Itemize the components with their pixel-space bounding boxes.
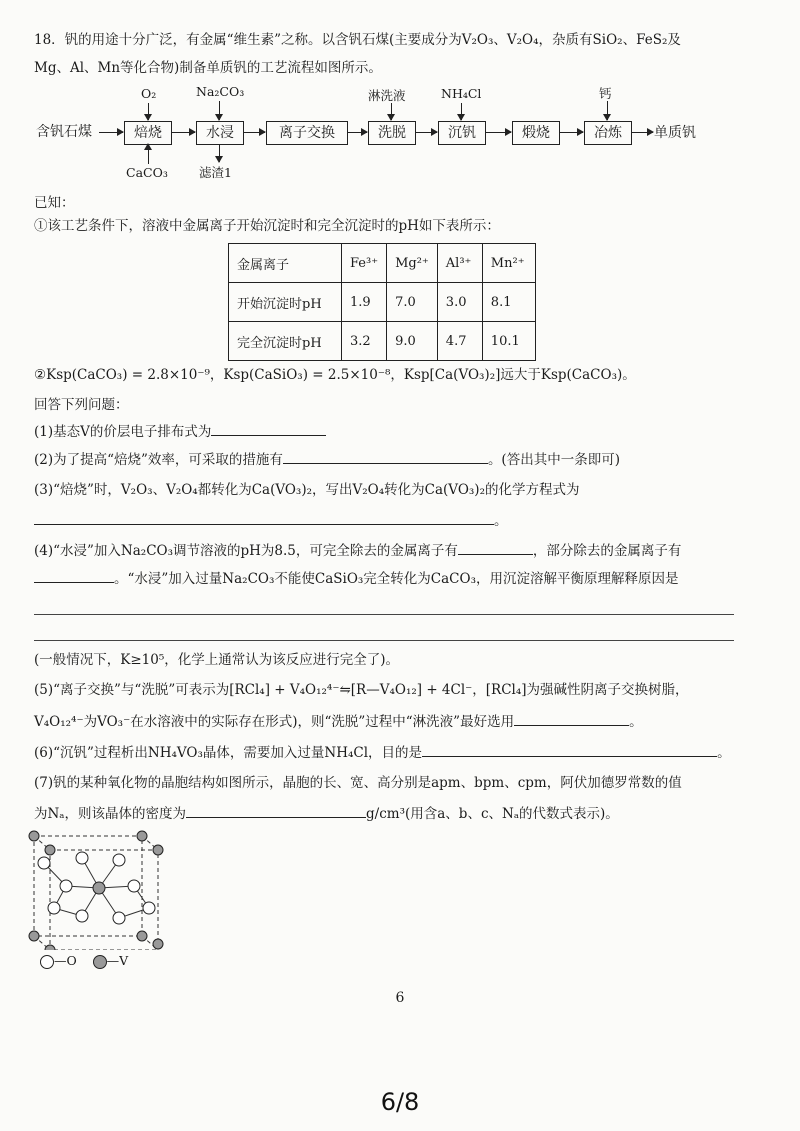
- o-atom: [38, 857, 50, 869]
- v-atom: [45, 845, 55, 855]
- caco3-label: CaCO₃: [126, 165, 168, 180]
- period: 。: [494, 513, 508, 529]
- o-atom: [128, 880, 140, 892]
- arrow: [219, 101, 220, 120]
- table-header-cell: 金属离子: [229, 244, 342, 283]
- table-header-cell: Al³⁺: [437, 244, 482, 283]
- question-4-text-b: ，部分除去的金属离子有: [532, 543, 682, 559]
- table-row: [229, 322, 536, 361]
- vanadium-dot-icon: [93, 955, 107, 969]
- answer-blank-7[interactable]: [186, 803, 366, 818]
- residue-label: 滤渣1: [199, 165, 232, 180]
- question-3-answer: [34, 510, 508, 531]
- table-cell: 3.2: [342, 322, 387, 361]
- question-4: [34, 540, 681, 561]
- arrow: [243, 132, 265, 133]
- question-5-text: V₄O₁₂⁴⁻为VO₃⁻在水溶液中的实际存在形式)，则“洗脱”过程中“淋洗液”最好选用: [34, 714, 515, 730]
- v-atom: [153, 845, 163, 855]
- answer-blank-2[interactable]: [283, 449, 488, 464]
- nh4cl-label: NH₄Cl: [441, 86, 482, 101]
- step-smelt: 冶炼: [584, 121, 632, 145]
- step-calcine: 煅烧: [512, 121, 560, 145]
- question-2-text: (2)为了提高“焙烧”效率，可采取的措施有: [34, 452, 283, 468]
- arrow: [148, 144, 149, 164]
- table-header-cell: Fe³⁺: [342, 244, 387, 283]
- question-1-text: (1)基态V的价层电子排布式为: [34, 424, 212, 440]
- answer-blank-1[interactable]: [211, 421, 326, 436]
- legend-o-label: —O: [54, 953, 77, 968]
- table-cell: 8.1: [482, 283, 535, 322]
- question-4-text: (4)“水浸”加入Na₂CO₃调节溶液的pH为8.5，可完全除去的金属离子有: [34, 543, 458, 559]
- eluent-label: 淋洗液: [368, 88, 406, 103]
- period: 。: [629, 714, 643, 730]
- question-7-unit: g/cm³(用含a、b、c、Nₐ的代数式表示)。: [366, 806, 619, 822]
- arrow: [219, 144, 220, 162]
- o-atom: [143, 902, 155, 914]
- period: 。: [717, 745, 731, 761]
- ph-table: [228, 243, 536, 361]
- arrow: [631, 132, 653, 133]
- table-header-cell: Mn²⁺: [482, 244, 535, 283]
- v-atom: [153, 939, 163, 949]
- legend-v-label: —V: [106, 953, 129, 968]
- oxygen-dot-icon: [40, 955, 54, 969]
- arrow: [415, 132, 437, 133]
- question-1: [34, 421, 326, 442]
- question-6-text: (6)“沉钒”过程析出NH₄VO₃晶体，需要加入过量NH₄Cl，目的是: [34, 745, 423, 761]
- known-2: ②Ksp(CaCO₃) = 2.8×10⁻⁹，Ksp(CaSiO₃) = 2.5×10⁻⁸，Ksp[Ca(VO₃)₂]远大于Ksp(CaCO₃)。: [34, 367, 636, 383]
- question-18-intro-cont: Mg、Al、Mn等化合物)制备单质钒的工艺流程如图所示。: [34, 60, 382, 76]
- arrow: [148, 103, 149, 120]
- question-5-cont: [34, 711, 643, 732]
- known-title: 已知：: [34, 195, 75, 211]
- answer-title: 回答下列问题：: [34, 397, 129, 413]
- table-cell: 1.9: [342, 283, 387, 322]
- table-header-cell: Mg²⁺: [387, 244, 438, 283]
- answer-line[interactable]: [34, 640, 734, 641]
- answer-blank-4b[interactable]: [34, 568, 114, 583]
- question-2-note: 。(答出其中一条即可): [487, 452, 620, 468]
- feed-label: 含钒石煤: [36, 124, 92, 140]
- calcium-label: 钙: [599, 86, 612, 101]
- v-atom: [29, 931, 39, 941]
- question-5: (5)“离子交换”与“洗脱”可表示为[RCl₄] + V₄O₁₂⁴⁻⇋[R—V₄O₁₂] + 4Cl⁻，[RCl₄]为强碱性阴离子交换树脂，: [34, 682, 689, 698]
- known-1: ①该工艺条件下，溶液中金属离子开始沉淀时和完全沉淀时的pH如下表所示：: [34, 218, 500, 234]
- answer-blank-6[interactable]: [422, 742, 717, 757]
- table-cell: 开始沉淀时pH: [229, 283, 342, 322]
- arrow: [485, 132, 511, 133]
- answer-blank-4a[interactable]: [458, 540, 533, 555]
- v-atom: [45, 945, 55, 950]
- unit-cell-diagram: [24, 828, 174, 950]
- page-number: 6: [395, 990, 405, 1006]
- question-7: (7)钒的某种氧化物的晶胞结构如图所示，晶胞的长、宽、高分别是apm、bpm、cpm，阿伏加德罗常数的值: [34, 775, 682, 791]
- v-atom: [137, 931, 147, 941]
- arrow: [99, 132, 123, 133]
- question-7-cont: [34, 803, 619, 824]
- table-header-row: [229, 244, 536, 283]
- step-ion-exchange: 离子交换: [266, 121, 348, 145]
- table-cell: 10.1: [482, 322, 535, 361]
- question-18-intro: 18．钒的用途十分广泛，有金属“维生素”之称。以含钒石煤(主要成分为V₂O₃、V₂O₄，杂质有SiO₂、FeS₂及: [34, 32, 681, 48]
- na2co3-label: Na₂CO₃: [196, 84, 245, 99]
- question-3: (3)“焙烧”时，V₂O₃、V₂O₄都转化为Ca(VO₃)₂，写出V₂O₄转化为Ca(VO₃)₂的化学方程式为: [34, 482, 580, 498]
- o-atom: [60, 880, 72, 892]
- question-2: [34, 449, 620, 470]
- table-cell: 3.0: [437, 283, 482, 322]
- question-4-note: (一般情况下，K≥10⁵，化学上通常认为该反应进行完全了)。: [34, 652, 400, 668]
- step-precipitate-v: 沉钒: [438, 121, 486, 145]
- arrow: [607, 101, 608, 120]
- answer-line[interactable]: [34, 614, 734, 615]
- arrow: [347, 132, 367, 133]
- question-7-text: 为Nₐ，则该晶体的密度为: [34, 806, 187, 822]
- v-atom: [93, 882, 105, 894]
- v-atom: [29, 831, 39, 841]
- table-cell: 9.0: [387, 322, 438, 361]
- answer-blank-5[interactable]: [514, 711, 629, 726]
- table-cell: 7.0: [387, 283, 438, 322]
- product-label: 单质钒: [654, 125, 696, 141]
- o2-label: O₂: [141, 86, 157, 101]
- diagram-legend: [40, 953, 128, 969]
- step-roast: 焙烧: [124, 121, 172, 145]
- arrow: [461, 103, 462, 120]
- o-atom: [113, 854, 125, 866]
- step-elution: 洗脱: [368, 121, 416, 145]
- question-6: [34, 742, 731, 763]
- page-indicator: 6/8: [380, 1088, 420, 1116]
- table-cell: 完全沉淀时pH: [229, 322, 342, 361]
- o-atom: [113, 912, 125, 924]
- table-cell: 4.7: [437, 322, 482, 361]
- arrow: [391, 103, 392, 120]
- o-atom: [48, 902, 60, 914]
- question-4-text-c: 。“水浸”加入过量Na₂CO₃不能使CaSiO₃完全转化为CaCO₃，用沉淀溶解平衡原理解释原因是: [114, 571, 679, 587]
- v-atom: [137, 831, 147, 841]
- o-atom: [76, 910, 88, 922]
- o-atom: [76, 852, 88, 864]
- arrow: [171, 132, 195, 133]
- arrow: [559, 132, 583, 133]
- question-4-cont: [34, 568, 679, 589]
- step-water-leach: 水浸: [196, 121, 244, 145]
- table-row: [229, 283, 536, 322]
- answer-blank-3[interactable]: [34, 510, 494, 525]
